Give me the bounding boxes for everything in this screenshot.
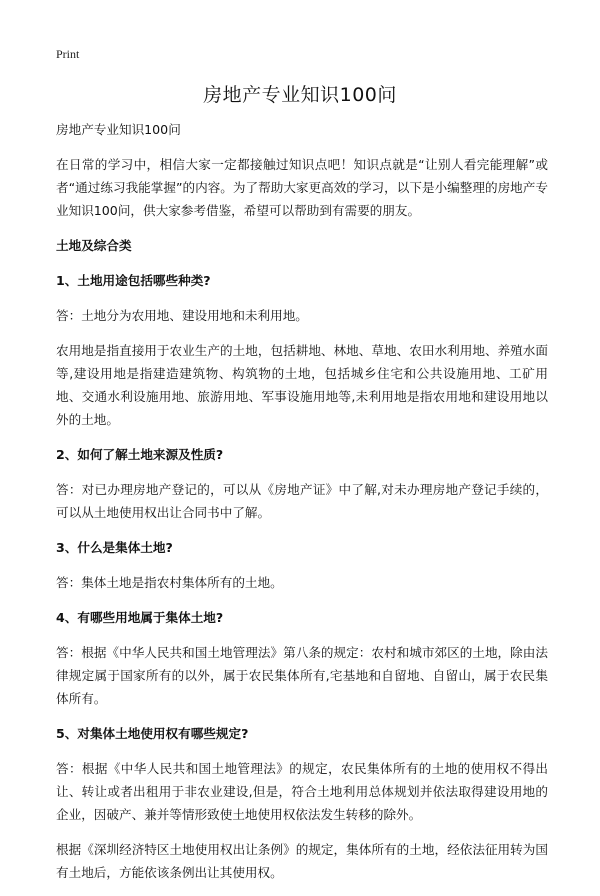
question-5: 5、对集体土地使用权有哪些规定?: [56, 726, 249, 741]
question-4: 4、有哪些用地属于集体土地?: [56, 610, 224, 625]
question-1: 1、土地用途包括哪些种类?: [56, 273, 211, 288]
answer-5-detail: 根据《深圳经济特区土地使用权出让条例》的规定，集体所有的土地，经依法征用转为国有土地后，方能依该条例出让其使用权。: [56, 842, 548, 880]
document-title: 房地产专业知识100问: [203, 84, 397, 106]
section-heading: 土地及综合类: [56, 238, 132, 253]
document-subtitle: 房地产专业知识100问: [56, 122, 181, 137]
answer-1-detail: 农用地是指直接用于农业生产的土地，包括耕地、林地、草地、农田水利用地、养殖水面等,建设用地是指建造建筑物、构筑物的土地，包括城乡住宅和公共设施用地、工矿用地、交通水利设施用地、旅游用地、军事设施用地等,未利用地是指农用地和建设用地以外的土地。: [56, 343, 548, 427]
question-3: 3、什么是集体土地?: [56, 540, 173, 555]
question-2: 2、如何了解土地来源及性质?: [56, 447, 224, 462]
print-label: Print: [56, 47, 80, 61]
answer-5: 答：根据《中华人民共和国土地管理法》的规定，农民集体所有的土地的使用权不得出让、转让或者出租用于非农业建设,但是，符合土地利用总体规划并依法取得建设用地的企业，因破产、兼并等情形致使土地使用权依法发生转移的除外。: [56, 761, 548, 822]
intro-paragraph: 在日常的学习中，相信大家一定都接触过知识点吧！知识点就是“让别人看完能理解”或者“通过练习我能掌握”的内容。为了帮助大家更高效的学习，以下是小编整理的房地产专业知识100问，供大家参考借鉴，希望可以帮助到有需要的朋友。: [56, 157, 548, 218]
answer-1: 答：土地分为农用地、建设用地和未利用地。: [56, 308, 308, 323]
answer-2: 答：对已办理房地产登记的，可以从《房地产证》中了解,对未办理房地产登记手续的，可以从土地使用权出让合同书中了解。: [56, 482, 548, 520]
document-body: [56, 118, 548, 896]
answer-3: 答：集体土地是指农村集体所有的土地。: [56, 575, 283, 590]
answer-4: 答：根据《中华人民共和国土地管理法》第八条的规定：农村和城市郊区的土地，除由法律规定属于国家所有的以外，属于农民集体所有,宅基地和自留地、自留山，属于农民集体所有。: [56, 645, 548, 706]
